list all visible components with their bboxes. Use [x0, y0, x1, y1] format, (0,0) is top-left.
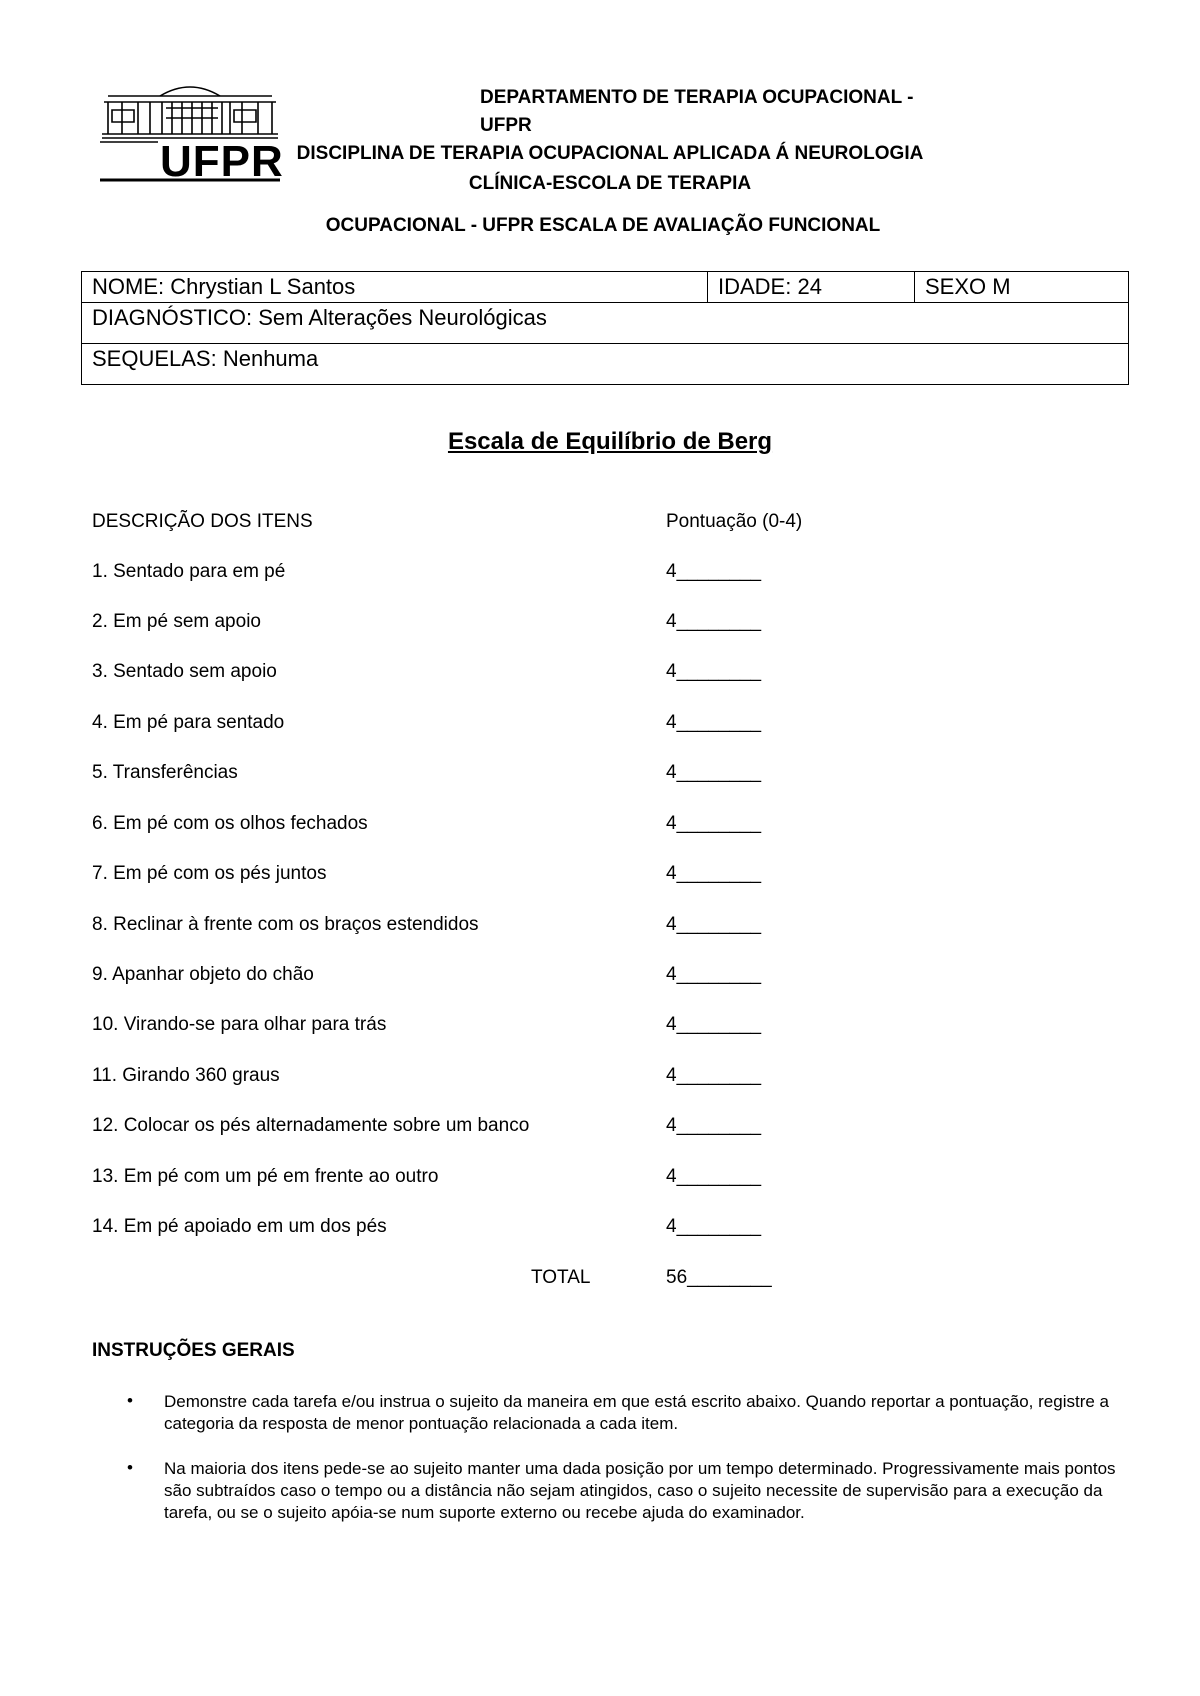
item-label: 6. Em pé com os olhos fechados [92, 813, 368, 834]
item-score: 4________ [666, 914, 762, 935]
item-score: 4________ [666, 813, 762, 834]
scale-header-title: OCUPACIONAL - UFPR ESCALA DE AVALIAÇÃO FUNCIONAL [325, 215, 881, 236]
patient-diagnosis: DIAGNÓSTICO: Sem Alterações Neurológicas [82, 303, 1129, 344]
bullet-marker: • [127, 1391, 133, 1410]
column-header-description: DESCRIÇÃO DOS ITENS [92, 511, 313, 532]
total-label: TOTAL [531, 1267, 591, 1288]
department-subtitle: UFPR [480, 115, 532, 136]
item-label: 11. Girando 360 graus [92, 1065, 280, 1086]
item-score: 4________ [666, 561, 762, 582]
item-label: 2. Em pé sem apoio [92, 611, 261, 632]
item-score: 4________ [666, 1166, 762, 1187]
item-label: 5. Transferências [92, 762, 238, 783]
item-score: 4________ [666, 712, 762, 733]
item-score: 4________ [666, 964, 762, 985]
item-score: 4________ [666, 1014, 762, 1035]
total-value: 56________ [666, 1267, 772, 1288]
item-label: 14. Em pé apoiado em um dos pés [92, 1216, 387, 1237]
instruction-text: Na maioria dos itens pede-se ao sujeito manter uma dada posição por um tempo determinado. Progressivamente mais pontos são subtraídos caso o tempo ou a distância não sejam atingidos, caso o sujeito necessite de supervisão para a execução da tarefa, ou se o sujeito apóia-se num suporte externo ou recebe ajuda do examinador. [164, 1459, 1116, 1522]
item-score: 4________ [666, 1065, 762, 1086]
item-label: 4. Em pé para sentado [92, 712, 285, 733]
bullet-marker: • [127, 1458, 133, 1477]
column-header-score: Pontuação (0-4) [666, 511, 803, 532]
instruction-text: Demonstre cada tarefa e/ou instrua o sujeito da maneira em que está escrito abaixo. Quando reportar a pontuação, registre a categoria da resposta de menor pontuação relacionada a cada item. [164, 1392, 1109, 1433]
patient-sequelae: SEQUELAS: Nenhuma [82, 344, 1129, 385]
item-score: 4________ [666, 661, 762, 682]
department-title: DEPARTAMENTO DE TERAPIA OCUPACIONAL - [480, 87, 914, 108]
item-label: 3. Sentado sem apoio [92, 661, 277, 682]
clinic-title: CLÍNICA-ESCOLA DE TERAPIA [468, 173, 752, 194]
item-score: 4________ [666, 1216, 762, 1237]
item-score: 4________ [666, 863, 762, 884]
item-score: 4________ [666, 611, 762, 632]
patient-name: NOME: Chrystian L Santos [82, 272, 708, 303]
item-score: 4________ [666, 1115, 762, 1136]
patient-age: IDADE: 24 [708, 272, 915, 303]
item-label: 8. Reclinar à frente com os braços estendidos [92, 914, 479, 935]
item-score: 4________ [666, 762, 762, 783]
logo-text: UFPR [160, 137, 284, 186]
discipline-title: DISCIPLINA DE TERAPIA OCUPACIONAL APLICADA Á NEUROLOGIA [296, 143, 924, 164]
item-label: 7. Em pé com os pés juntos [92, 863, 327, 884]
patient-info-table [81, 271, 1129, 385]
item-label: 13. Em pé com um pé em frente ao outro [92, 1166, 439, 1187]
patient-sex: SEXO M [915, 272, 1129, 303]
scale-title: Escala de Equilíbrio de Berg [447, 428, 773, 455]
item-label: 1. Sentado para em pé [92, 561, 286, 582]
instructions-title: INSTRUÇÕES GERAIS [92, 1340, 295, 1361]
item-label: 12. Colocar os pés alternadamente sobre um banco [92, 1115, 530, 1136]
item-label: 10. Virando-se para olhar para trás [92, 1014, 387, 1035]
item-label: 9. Apanhar objeto do chão [92, 964, 314, 985]
